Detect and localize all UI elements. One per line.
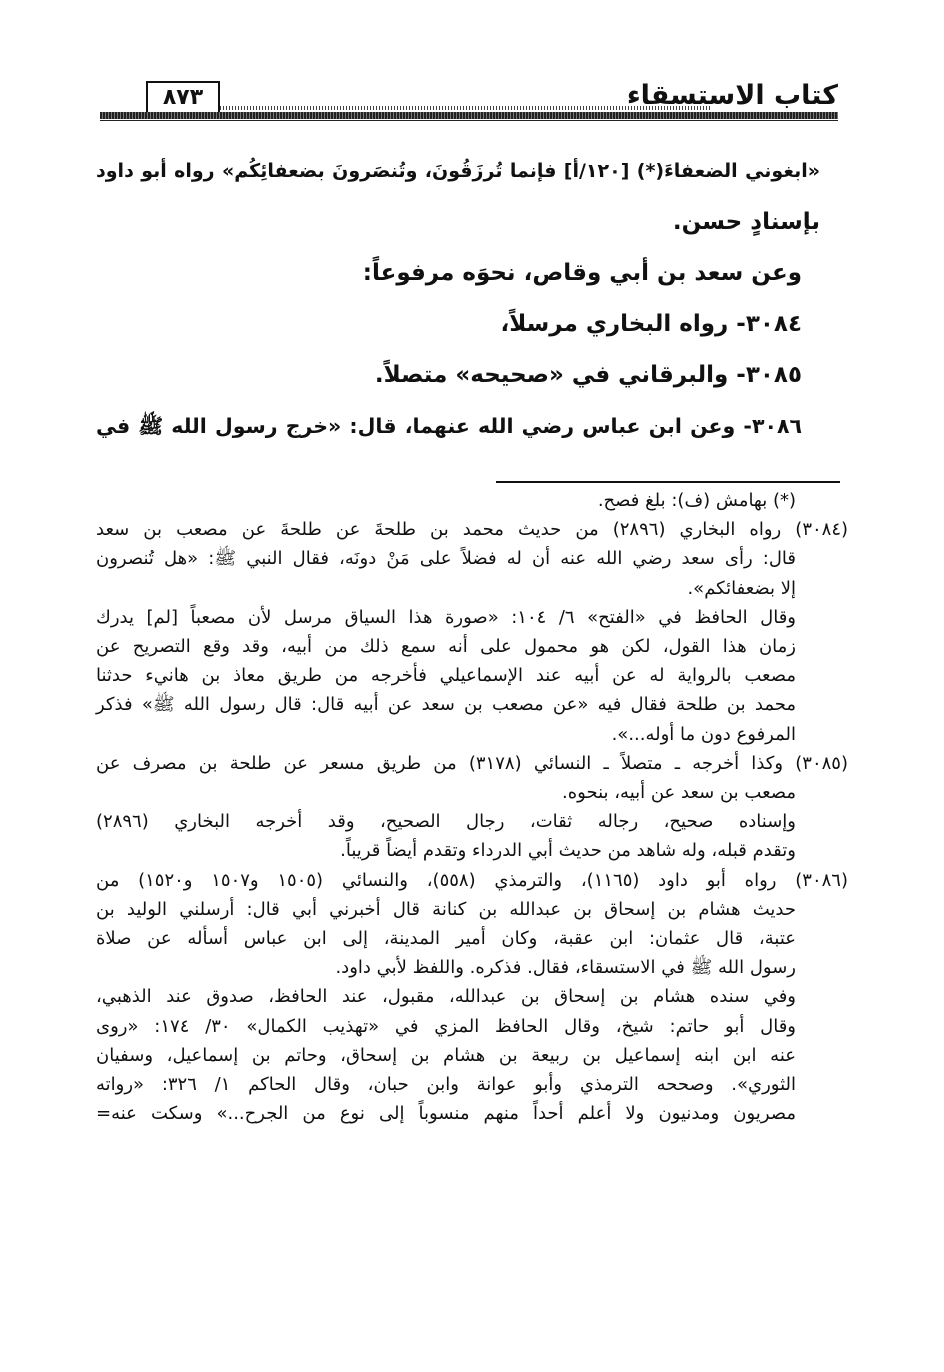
footnote-line: رسول الله ﷺ في الاستسقاء، فقال. فذكره. واللفظ لأبي داود. [335, 957, 796, 979]
footnote-3085: (٣٠٨٥) وكذا أخرجه ـ متصلاً ـ النسائي (٣١٧٨) من طريق مسعر عن طلحة بن مصرف عن [96, 752, 848, 774]
chapter-title: كتاب الاستسقاء [626, 80, 838, 111]
header-rule-thin [100, 120, 838, 121]
footnote-line: حديث هشام بن إسحاق بن عبدالله بن كنانة قال أخبرني أبي قال: أرسلني الوليد بن [96, 898, 796, 920]
footnote-line: محمد بن طلحة فقال فيه «عن مصعب بن سعد عن أبيه قال: قال رسول الله ﷺ» فذكر [96, 694, 796, 716]
hadith-3085: ٣٠٨٥- والبرقاني في «صحيحه» متصلاً. [374, 362, 802, 388]
hadith-3084: ٣٠٨٤- رواه البخاري مرسلاً، [500, 311, 802, 337]
header-rule [100, 112, 838, 119]
text-line: «ابغوني الضعفاءَ(*) [١٢٠/أ] فإنما تُرزَقُونَ، وتُنصَرونَ بضعفائِكُم» رواه أبو داود [96, 160, 820, 182]
footnote-line: إلا بضعفائكم». [687, 577, 796, 599]
footnote-line: المرفوع دون ما أوله...». [611, 723, 796, 745]
footnote-line: (*) بهامش (ف): بلغ فصح. [597, 490, 796, 511]
page-header [100, 74, 838, 124]
footnote-3086: (٣٠٨٦) رواه أبو داود (١١٦٥)، والترمذي (٥٥٨)، والنسائي (١٥٠٥ و١٥٠٧ و١٥٢٠) من [96, 869, 848, 891]
footnote-line: وتقدم قبله، وله شاهد من حديث أبي الدرداء وتقدم أيضاً قريباً. [340, 840, 796, 862]
footnote-line: عتبة، قال عثمان: ابن عقبة، وكان أمير المدينة، إلى ابن عباس أسأله عن صلاة [96, 928, 796, 950]
footnote-line: قال: رأى سعد رضي الله عنه أن له فضلاً على مَنْ دونَه، فقال النبي ﷺ: «هل تُنصرون [96, 548, 796, 570]
footnote-3084: (٣٠٨٤) رواه البخاري (٢٨٩٦) من حديث محمد بن طلحةَ عن طلحةَ عن مصعب بن سعد [96, 519, 849, 541]
footnote-line: الثوري». وصححه الترمذي وأبو عوانة وابن حبان، وقال الحاكم ١/ ٣٢٦: «رواته [96, 1074, 796, 1096]
text-line: وعن سعد بن أبي وقاص، نحوَه مرفوعاً: [362, 260, 802, 286]
footnote-line: وفي سنده هشام بن إسحاق بن عبدالله، مقبول، عند الحافظ، صدوق عند الذهبي، [96, 986, 796, 1008]
footnote-line: وقال الحافظ في «الفتح» ٦/ ١٠٤: «صورة هذا السياق مرسل لأن مصعباً [لم] يدرك [96, 606, 796, 628]
footnote-line: زمان هذا القول، لكن هو محمول على أنه سمع ذلك من أبيه، وقد وقع التصريح عن [96, 636, 796, 658]
footnotes [96, 486, 848, 1128]
footnote-line: مصعب بالرواية له عن أبيه عند الإسماعيلي فأخرجه من طريق معاذ بن هانيء حدثنا [96, 665, 796, 687]
footnote-line: وإسناده صحيح، رجاله ثقات، رجال الصحيح، وقد أخرجه البخاري (٢٨٩٦) [96, 811, 796, 833]
page-number: ٨٧٣ [146, 81, 220, 115]
hadith-3086: ٣٠٨٦- وعن ابن عباس رضي الله عنهما، قال: «خرج رسول الله ﷺ في [96, 414, 802, 438]
footnote-line: وقال أبو حاتم: شيخ، وقال الحافظ المزي في «تهذيب الكمال» ٣٠/ ١٧٤: «روى [96, 1015, 796, 1037]
text-line: بإسنادٍ حسن. [672, 209, 820, 235]
footnote-line: عنه ابن ابنه إسماعيل بن ربيعة بن هشام بن إسحاق، وحاتم بن إسماعيل، وسفيان [96, 1044, 796, 1066]
footnote-separator [496, 481, 840, 483]
footnote-line: مصعب بن سعد عن أبيه، بنحوه. [562, 782, 796, 804]
main-text [96, 146, 820, 452]
footnote-line: مصريون ومدنيون ولا أعلم أحداً منهم منسوباً إلى نوع من الجرح...» وسكت عنه= [96, 1103, 796, 1125]
